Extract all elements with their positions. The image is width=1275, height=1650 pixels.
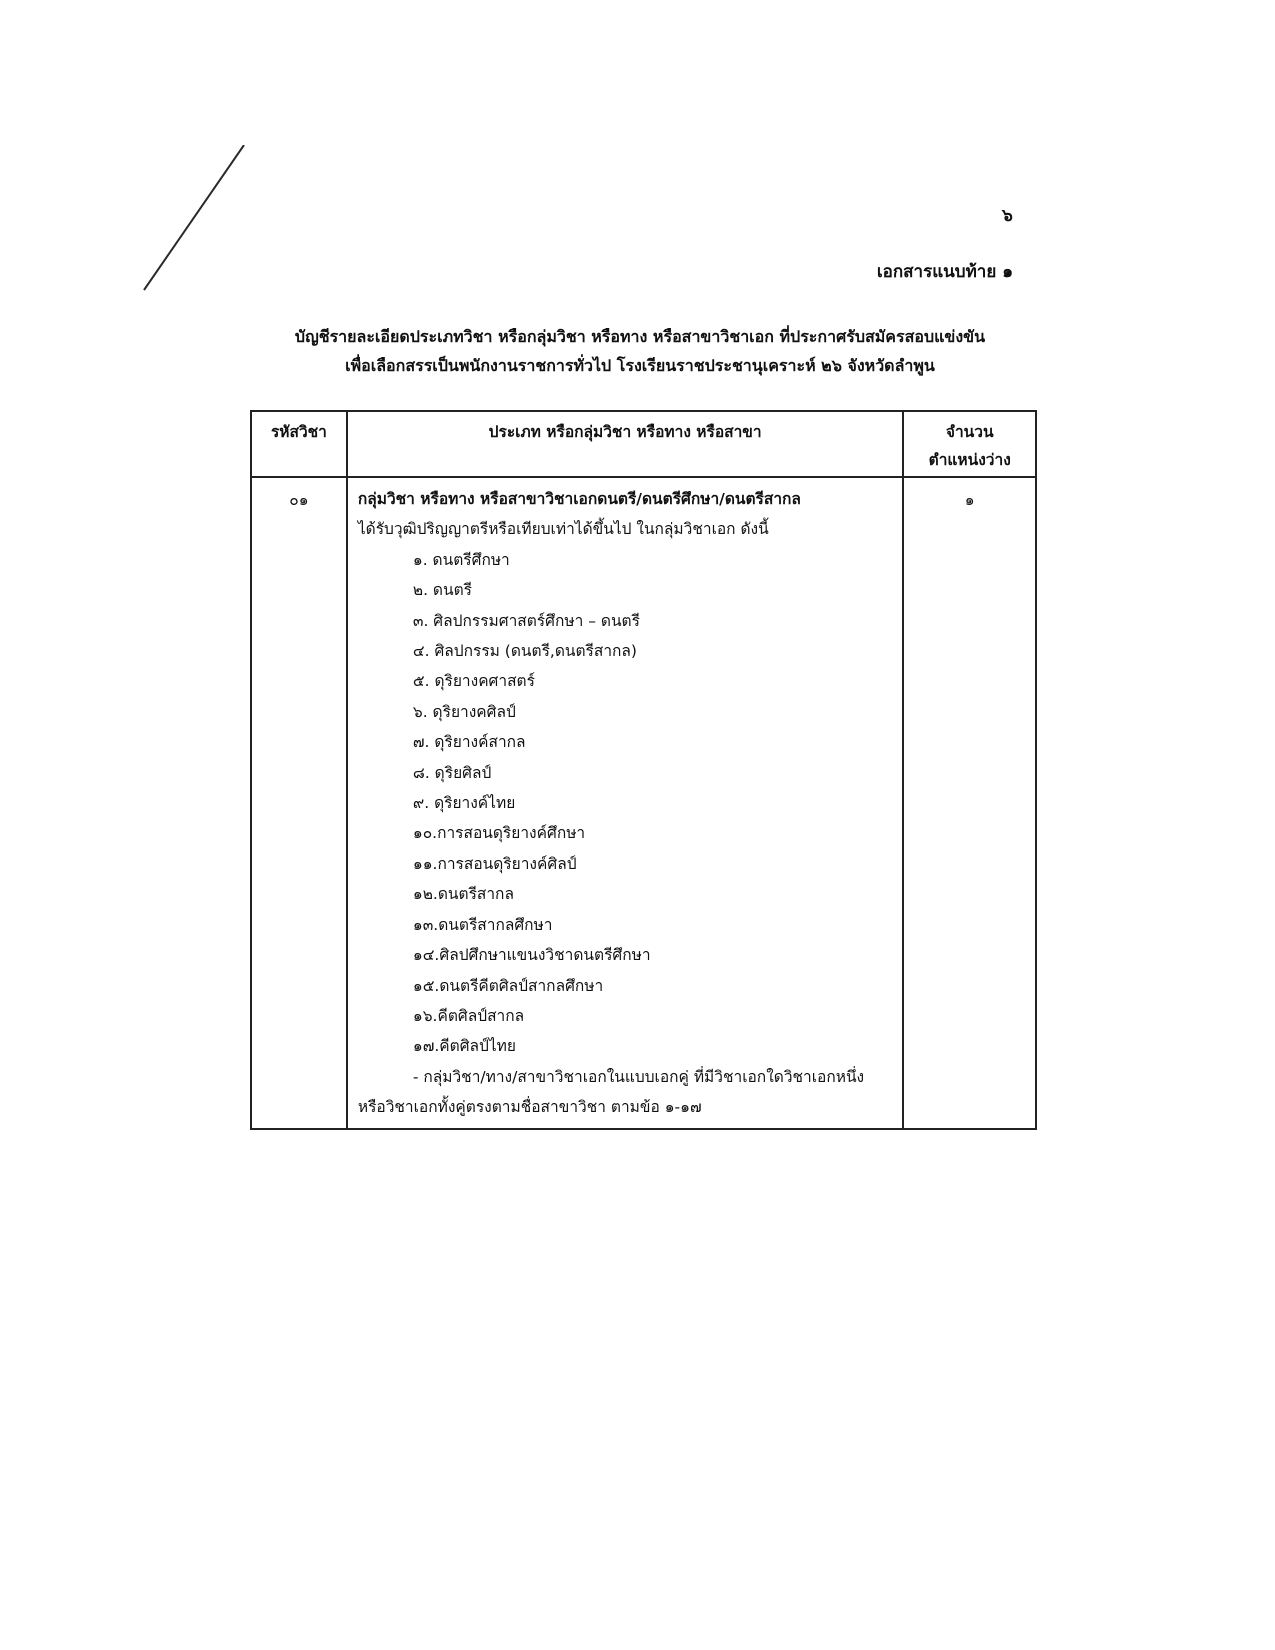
list-item: ๑๓.ดนตรีสากลศึกษา bbox=[412, 915, 553, 934]
scan-edge-mark bbox=[140, 145, 260, 295]
header-count-line-1: จำนวน bbox=[945, 423, 994, 441]
title-line-1: บัญชีรายละเอียดประเภทวิชา หรือกลุ่มวิชา หรือทาง หรือสาขาวิชาเอก ที่ประกาศรับสมัครสอบแข่งขัน bbox=[294, 327, 986, 346]
list-item: ๔. ศิลปกรรม (ดนตรี,ดนตรีสากล) bbox=[412, 642, 637, 661]
list-item: ๑๔.ศิลปศึกษาแขนงวิชาดนตรีศึกษา bbox=[412, 946, 651, 965]
document-title bbox=[250, 322, 1030, 380]
vacancy-count: ๑ bbox=[903, 477, 1036, 1129]
list-item: ๓. ศิลปกรรมศาสตร์ศึกษา – ดนตรี bbox=[412, 611, 640, 630]
positions-table bbox=[250, 410, 1037, 1130]
list-item: ๕. ดุริยางคศาสตร์ bbox=[412, 672, 535, 691]
list-item: ๒. ดนตรี bbox=[412, 581, 472, 600]
attachment-label: เอกสารแนบท้าย ๑ bbox=[876, 262, 1013, 282]
header-count-line-2: ตำแหน่งว่าง bbox=[928, 451, 1011, 469]
subject-code: ๐๑ bbox=[251, 477, 347, 1129]
list-item: ๑. ดนตรีศึกษา bbox=[412, 550, 510, 569]
qualification-text: ได้รับวุฒิปริญญาตรีหรือเทียบเท่าได้ขึ้นไป ในกลุ่มวิชาเอก ดังนี้ bbox=[357, 520, 769, 539]
list-item: ๑๗.คีตศิลป์ไทย bbox=[412, 1037, 516, 1056]
list-item: ๗. ดุริยางค์สากล bbox=[412, 733, 526, 752]
list-item: ๑๕.ดนตรีคีตศิลป์สากลศึกษา bbox=[412, 976, 604, 995]
list-item: ๑๑.การสอนดุริยางค์ศิลป์ bbox=[412, 854, 577, 873]
majors-list bbox=[358, 545, 895, 1062]
list-item: ๖. ดุริยางคศิลป์ bbox=[412, 702, 516, 721]
table-row bbox=[251, 477, 1036, 1129]
double-major-note: - กลุ่มวิชา/ทาง/สาขาวิชาเอกในแบบเอกคู่ ที่มีวิชาเอกใดวิชาเอกหนึ่ง หรือวิชาเอกทั้งคู่ตรงตามชื่อสาขาวิชา ตามข้อ ๑-๑๗ bbox=[357, 1067, 865, 1116]
header-description: ประเภท หรือกลุ่มวิชา หรือทาง หรือสาขา bbox=[347, 411, 904, 477]
list-item: ๑๐.การสอนดุริยางค์ศึกษา bbox=[412, 824, 586, 843]
header-count bbox=[903, 411, 1036, 477]
table-header-row bbox=[251, 411, 1036, 477]
title-line-2: เพื่อเลือกสรรเป็นพนักงานราชการทั่วไป โรงเรียนราชประชานุเคราะห์ ๒๖ จังหวัดลำพูน bbox=[345, 356, 935, 375]
group-heading: กลุ่มวิชา หรือทาง หรือสาขาวิชาเอกดนตรี/ดนตรีศึกษา/ดนตรีสากล bbox=[357, 490, 801, 508]
subject-description bbox=[347, 477, 904, 1129]
header-code: รหัสวิชา bbox=[251, 411, 347, 477]
list-item: ๘. ดุริยศิลป์ bbox=[412, 763, 492, 782]
list-item: ๑๖.คีตศิลป์สากล bbox=[412, 1006, 525, 1025]
list-item: ๙. ดุริยางค์ไทย bbox=[412, 794, 516, 813]
list-item: ๑๒.ดนตรีสากล bbox=[412, 885, 514, 904]
page-number: ๖ bbox=[1002, 206, 1013, 226]
